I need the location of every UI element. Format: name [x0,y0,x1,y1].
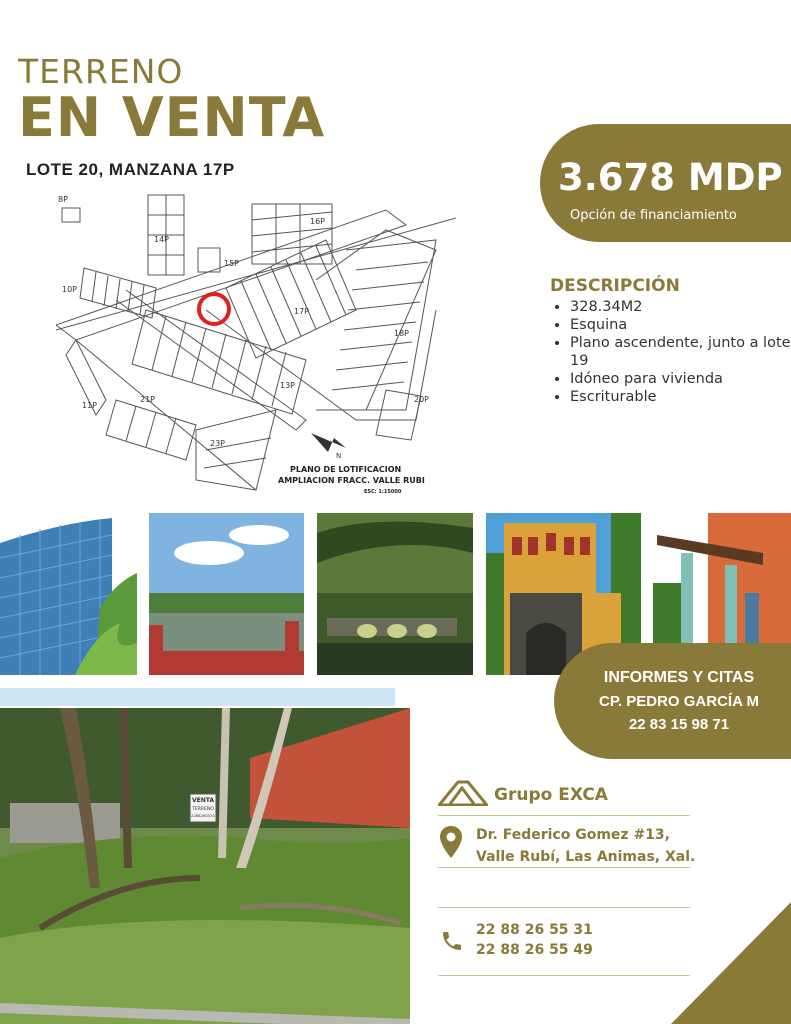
divider [438,815,690,816]
map-block-label: 13P [280,381,296,390]
map-block-label: 23P [210,439,226,448]
sign-line-2: TERRENO [192,807,214,812]
financing-note: Opción de financiamiento [570,208,737,223]
description-item: • Idóneo para vivienda [570,370,791,388]
price-badge [540,124,791,242]
contact-title: INFORMES Y CITAS [603,669,755,686]
address-line-2: Valle Rubí, Las Animas, Xal. [476,849,696,865]
plan-scale: ESC: 1:15000 [364,489,402,495]
map-block-label: 10P [62,285,78,294]
divider [438,975,690,976]
photo-glass-tower [0,513,137,675]
map-block-label: 17P [294,307,310,316]
phone-1: 22 88 26 55 31 [476,922,593,938]
description-list [552,298,791,406]
company-address [476,824,695,868]
map-block-label: 18P [394,329,410,338]
phone-icon [440,929,464,953]
company-name: Grupo EXCA [494,785,608,805]
address-line-1: Dr. Federico Gomez #13, [476,827,670,843]
title-line-2: EN VENTA [18,86,326,149]
price-amount: 3.678 MDP [558,156,783,199]
divider [438,907,690,908]
corner-decoration [671,902,791,1024]
contact-badge [554,643,791,759]
phone-2: 22 88 26 55 49 [476,942,593,958]
map-block-label: 20P [414,395,430,404]
divider [438,867,690,868]
north-arrow-icon [311,433,346,452]
contact-phone: 22 83 15 98 71 [628,716,730,733]
lot-label: LOTE 20, MANZANA 17P [26,160,235,179]
selected-lot-highlight [199,294,229,324]
map-block-label: 11P [82,401,98,410]
contact-name: CP. PEDRO GARCÍA M [598,693,760,710]
company-phones [476,920,593,960]
description-item: • Plano ascendente, junto a lote 19 [570,334,791,370]
location-pin-icon [440,826,462,858]
map-block-label: 16P [310,217,326,226]
sign-line-1: VENTA [191,797,215,804]
map-block-label: 8P [58,195,68,204]
photo-lot [0,708,410,1024]
photo-park-bridge [317,513,473,675]
plan-title-2: AMPLIACION FRACC. VALLE RUBI [278,476,425,485]
house-logo-icon [438,778,488,806]
description-item: • 328.34M2 [570,298,791,316]
description-title: DESCRIPCIÓN [550,276,680,296]
map-block-label: 21P [140,395,156,404]
photo-lake [149,513,304,675]
sign-line-3: 2288265531 [190,813,216,818]
decorative-bar [0,688,395,706]
subdivision-map [56,190,456,496]
map-block-label: 14P [154,235,170,244]
title-line-1: TERRENO [18,52,184,91]
north-label: N [336,452,342,460]
description-item: • Escriturable [570,388,791,406]
description-item: • Esquina [570,316,791,334]
plan-title-1: PLANO DE LOTIFICACION [290,465,402,474]
map-block-label: 15P [224,259,240,268]
